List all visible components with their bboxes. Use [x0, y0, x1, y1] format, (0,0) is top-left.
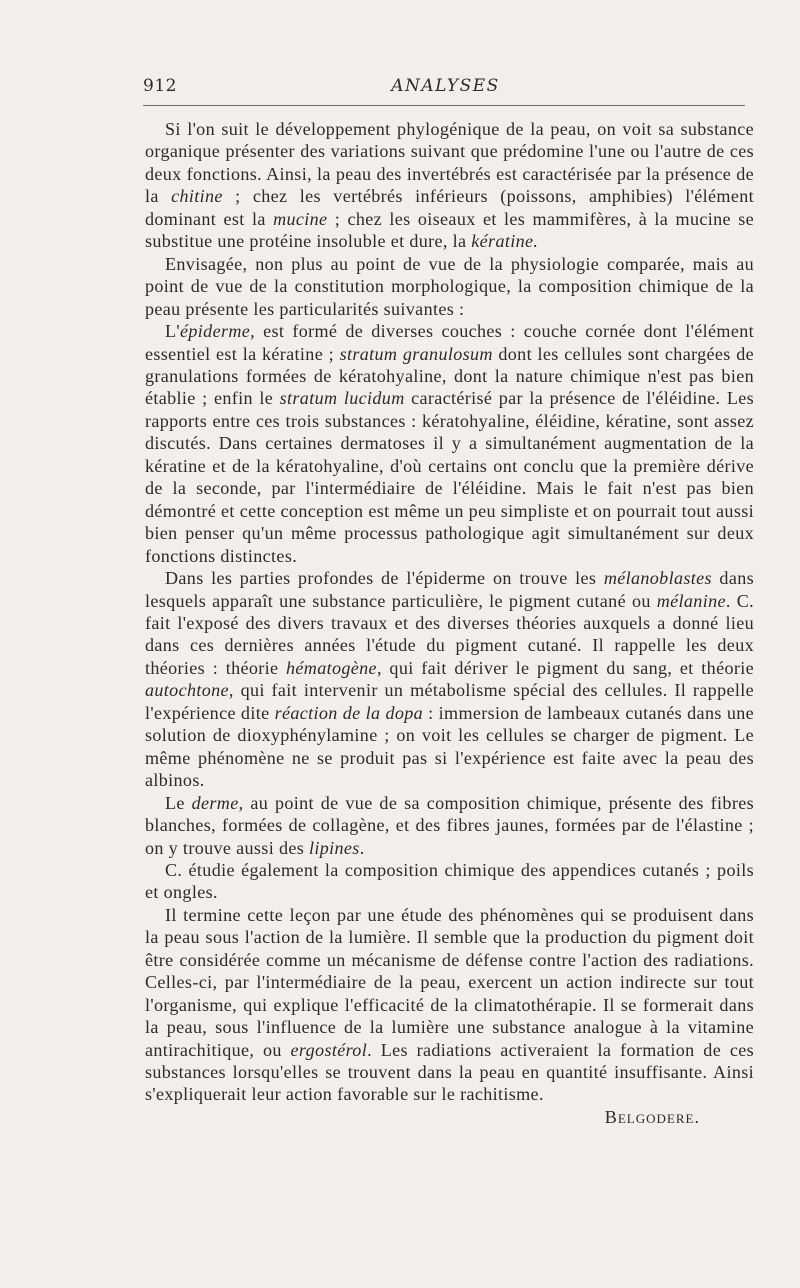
- italic-term: derme: [191, 792, 239, 813]
- italic-term: mélanoblastes: [603, 568, 712, 589]
- running-head: ANALYSES: [391, 76, 500, 96]
- text-run: ; chez les vertébrés inférieurs (poissons, amphibies) l'élément dominant est la: [145, 186, 754, 229]
- text-run: dont les cellules sont chargées de granulations formées de kératohyaline, dont la nature chimique n'est pas bien établie ; enfin le: [145, 343, 754, 409]
- text-run: Le: [165, 792, 192, 813]
- text-run: . Les radiations activeraient la formation de ces substances lorsqu'elles se trouvent dans la peau en quantité insuffisante. Ainsi s'expliquerait leur action favorable sur le rachitisme.: [145, 1039, 754, 1105]
- text-run: .: [359, 837, 365, 858]
- text-run: , qui fait dériver le pigment du sang, et théorie: [376, 657, 754, 678]
- italic-term: chitine: [171, 186, 223, 207]
- text-run: Il termine cette leçon par une étude des phénomènes qui se produisent dans la peau sous l'action de la lumière. Il semble que la production du pigment doit être considérée comme un mécanisme de défense contre l'action des radiations. Celles-ci, par l'intermédiaire de la peau, exercent un action indirecte sur tout l'organisme, qui explique l'efficacité de la climatothérapie. Il se formerait dans la peau, sous l'influence de la lumière une substance analogue à la vitamine antirachitique, ou: [145, 904, 754, 1060]
- text-run: : immersion de lambeaux cutanés dans une solution de dioxyphénylamine ; on voit les cellules se charger de pigment. Le même phénomène ne se produit pas si l'expérience est faite avec la peau des albinos.: [145, 702, 754, 791]
- italic-term: mucine: [273, 208, 328, 229]
- italic-term: réaction de la dopa: [274, 702, 424, 723]
- text-run: , au point de vue de sa composition chimique, présente des fibres blanches, formées de collagène, et des fibres jaunes, formées par de l'élastine ; on y trouve aussi des: [145, 792, 754, 858]
- italic-term: kératine.: [471, 231, 539, 252]
- text-run: caractérisé par la présence de l'éléidine. Les rapports entre ces trois substances : kératohyaline, éléidine, kératine, sont assez discutés. Dans certaines dermatoses il y a simultanément augmentation de la kératine et de la kératohyaline, d'où certains ont conclu que la première dérive de la seconde, par l'intermédiaire de l'éléidine. Mais le fait n'est pas bien démontré et cette conception est même un peu simpliste et on pourrait tout aussi bien penser qu'un même processus pathologique agit simultanément sur deux fonctions distinctes.: [145, 388, 754, 566]
- italic-term: mélanine: [656, 590, 726, 611]
- italic-term: hématogène: [286, 657, 377, 678]
- text-run: Si l'on suit le développement phylogénique de la peau, on voit sa substance organique présenter des variations suivant que prédomine l'une ou l'autre de ces deux fonctions. Ainsi, la peau des invertébrés est caractérisée par la présence de la: [145, 119, 754, 207]
- italic-term: stratum lucidum: [279, 388, 405, 409]
- text-run: ; chez les oiseaux et les mammifères, à la mucine se substitue une protéine insoluble et dure, la: [145, 208, 754, 252]
- page-header: [143, 76, 748, 100]
- text-run: Envisagée, non plus au point de vue de la physiologie comparée, mais au point de vue de la constitution morphologique, la composition chimique de la peau présente les particularités suivantes :: [145, 253, 754, 319]
- text-run: L': [165, 321, 181, 342]
- paragraph: [145, 904, 754, 1106]
- paragraph: [145, 118, 754, 253]
- italic-term: lipines: [309, 837, 360, 858]
- italic-term: stratum granulosum: [339, 343, 493, 364]
- body-text: [145, 118, 754, 1128]
- page-number: 912: [143, 76, 177, 96]
- italic-term: ergostérol: [290, 1039, 368, 1060]
- text-run: , qui fait intervenir un métabolisme spécial des cellules. Il rappelle l'expérience dite: [145, 680, 754, 723]
- header-rule: [143, 105, 745, 106]
- paragraph: [145, 859, 754, 904]
- text-run: Dans les parties profondes de l'épiderme on trouve les: [165, 568, 604, 589]
- signature-line: [145, 1106, 754, 1128]
- text-run: , est formé de diverses couches : couche cornée dont l'élément essentiel est la kératine ;: [145, 321, 754, 364]
- paragraph: [145, 253, 754, 320]
- paragraph: [145, 320, 754, 567]
- paragraph: [145, 792, 754, 859]
- text-run: dans lesquels apparaît une substance particulière, le pigment cutané ou: [145, 568, 754, 611]
- text-run: C. étudie également la composition chimique des appendices cutanés ; poils et ongles.: [145, 859, 754, 903]
- signature: Belgodere.: [604, 1106, 700, 1127]
- italic-term: épiderme: [180, 321, 251, 342]
- paragraph: [145, 567, 754, 792]
- text-run: . C. fait l'exposé des divers travaux et des diverses théories auxquels a donné lieu dans ces dernières années l'étude du pigment cutané. Il rappelle les deux théories : théorie: [145, 590, 755, 678]
- italic-term: autochtone: [145, 680, 229, 701]
